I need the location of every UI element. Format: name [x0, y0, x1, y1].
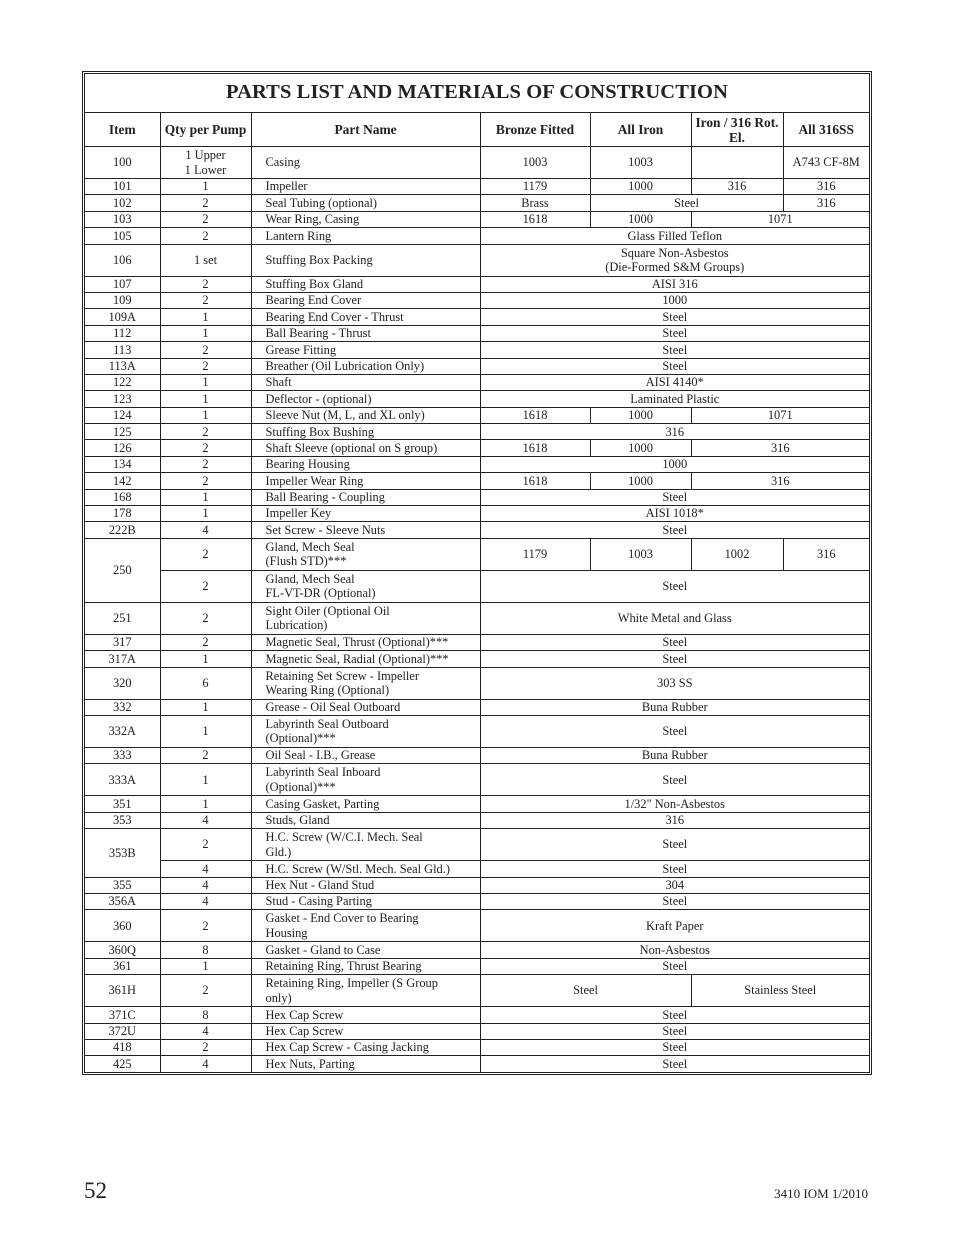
table-cell: 1002 [691, 538, 783, 570]
table-cell: 1000 [480, 456, 869, 472]
table-cell: Retaining Set Screw - Impeller Wearing Ring (Optional) [251, 667, 480, 699]
table-cell: 2 [160, 358, 251, 374]
table-cell: 2 [160, 424, 251, 440]
table-cell: Labyrinth Seal Inboard (Optional)*** [251, 764, 480, 796]
table-cell: Grease Fitting [251, 342, 480, 358]
table-cell: Steel [480, 893, 869, 909]
table-cell: Casing [251, 147, 480, 179]
table-cell: Stuffing Box Gland [251, 276, 480, 292]
table-cell: Stainless Steel [691, 975, 869, 1007]
table-cell: Steel [480, 325, 869, 341]
table-cell: 418 [85, 1039, 160, 1055]
table-cell: 8 [160, 1007, 251, 1023]
table-cell: Hex Nuts, Parting [251, 1056, 480, 1072]
table-cell: 142 [85, 473, 160, 489]
table-cell: 1 [160, 715, 251, 747]
table-cell: 425 [85, 1056, 160, 1072]
header-all-iron: All Iron [590, 113, 691, 147]
table-row [85, 276, 869, 292]
table-cell: 4 [160, 877, 251, 893]
table-cell: 2 [160, 342, 251, 358]
table-cell: 1003 [480, 147, 590, 179]
table-row [85, 407, 869, 423]
table-cell: 317 [85, 634, 160, 650]
table-cell: Brass [480, 195, 590, 211]
table-cell: Laminated Plastic [480, 391, 869, 407]
table-cell: Steel [480, 958, 869, 974]
table-cell: Hex Cap Screw - Casing Jacking [251, 1039, 480, 1055]
table-row [85, 942, 869, 958]
header-part-name: Part Name [251, 113, 480, 147]
table-cell: Ball Bearing - Coupling [251, 489, 480, 505]
table-cell: 2 [160, 276, 251, 292]
table-row [85, 829, 869, 861]
table-cell: Shaft [251, 374, 480, 390]
table-cell: Stuffing Box Bushing [251, 424, 480, 440]
table-cell: 2 [160, 634, 251, 650]
table-cell: Magnetic Seal, Radial (Optional)*** [251, 651, 480, 667]
table-cell: Steel [480, 651, 869, 667]
table-cell: 316 [691, 179, 783, 195]
table-cell: 316 [480, 812, 869, 828]
table-row [85, 325, 869, 341]
table-cell: Steel [480, 1056, 869, 1072]
table-cell: 356A [85, 893, 160, 909]
table-cell: Steel [480, 634, 869, 650]
table-cell: 360Q [85, 942, 160, 958]
table-cell: Steel [480, 861, 869, 877]
table-row [85, 440, 869, 456]
table-cell: 320 [85, 667, 160, 699]
table-cell: 6 [160, 667, 251, 699]
table-cell: 1000 [590, 211, 691, 227]
table-cell: 4 [160, 522, 251, 538]
table-cell: 1/32" Non-Asbestos [480, 796, 869, 812]
table-row [85, 292, 869, 308]
table-cell: 1003 [590, 538, 691, 570]
table-cell: 372U [85, 1023, 160, 1039]
table-cell: Sleeve Nut (M, L, and XL only) [251, 407, 480, 423]
table-cell: 1003 [590, 147, 691, 179]
table-cell: 1618 [480, 440, 590, 456]
table-cell: Stud - Casing Parting [251, 893, 480, 909]
table-cell: Steel [480, 570, 869, 602]
table-cell: Steel [590, 195, 783, 211]
table-row [85, 1007, 869, 1023]
table-row [85, 506, 869, 522]
table-cell: 122 [85, 374, 160, 390]
table-row [85, 958, 869, 974]
table-cell: 1 set [160, 244, 251, 276]
table-cell: Hex Cap Screw [251, 1023, 480, 1039]
table-cell: 168 [85, 489, 160, 505]
table-cell: Seal Tubing (optional) [251, 195, 480, 211]
table-row [85, 522, 869, 538]
table-body [85, 147, 869, 1072]
table-cell: 2 [160, 1039, 251, 1055]
table-row [85, 634, 869, 650]
table-cell: 333A [85, 764, 160, 796]
table-cell: 332 [85, 699, 160, 715]
table-cell: 1 Upper 1 Lower [160, 147, 251, 179]
table-row [85, 211, 869, 227]
table-cell: 101 [85, 179, 160, 195]
table-row [85, 179, 869, 195]
table-cell: 1 [160, 764, 251, 796]
table-row [85, 877, 869, 893]
table-cell: 178 [85, 506, 160, 522]
table-cell [691, 147, 783, 179]
table-cell: 1000 [590, 473, 691, 489]
table-cell: 360 [85, 910, 160, 942]
table-cell: Retaining Ring, Thrust Bearing [251, 958, 480, 974]
page-number: 52 [84, 1178, 107, 1203]
table-header [85, 113, 869, 147]
table-cell: Impeller [251, 179, 480, 195]
table-cell: Steel [480, 715, 869, 747]
table-cell: 2 [160, 456, 251, 472]
header-all-316ss: All 316SS [783, 113, 869, 147]
table-row [85, 342, 869, 358]
table-row [85, 358, 869, 374]
table-cell: Casing Gasket, Parting [251, 796, 480, 812]
table-cell: Studs, Gland [251, 812, 480, 828]
table-cell: Stuffing Box Packing [251, 244, 480, 276]
table-cell: Gasket - Gland to Case [251, 942, 480, 958]
table-row [85, 975, 869, 1007]
table-row [85, 747, 869, 763]
table-row [85, 538, 869, 570]
table-cell: Buna Rubber [480, 699, 869, 715]
table-cell: 361 [85, 958, 160, 974]
table-cell: Bearing Housing [251, 456, 480, 472]
table-row [85, 1056, 869, 1072]
header-iron-316: Iron / 316 Rot. El. [691, 113, 783, 147]
table-cell: 1 [160, 489, 251, 505]
table-cell: Sight Oiler (Optional Oil Lubrication) [251, 602, 480, 634]
table-cell: Glass Filled Teflon [480, 228, 869, 244]
table-cell: 1 [160, 506, 251, 522]
parts-list-frame [84, 73, 870, 1073]
table-cell: Steel [480, 342, 869, 358]
table-cell: 109A [85, 309, 160, 325]
table-cell: Impeller Wear Ring [251, 473, 480, 489]
table-cell: Bearing End Cover - Thrust [251, 309, 480, 325]
parts-table [85, 113, 869, 1072]
table-cell: 1618 [480, 473, 590, 489]
table-cell: Labyrinth Seal Outboard (Optional)*** [251, 715, 480, 747]
table-cell: 1000 [590, 179, 691, 195]
table-cell: 112 [85, 325, 160, 341]
table-cell: 351 [85, 796, 160, 812]
table-cell: Steel [480, 764, 869, 796]
table-cell: 2 [160, 829, 251, 861]
table-cell: Steel [480, 358, 869, 374]
table-cell: 2 [160, 473, 251, 489]
table-cell: 361H [85, 975, 160, 1007]
table-cell: 2 [160, 910, 251, 942]
table-cell: 316 [783, 195, 869, 211]
table-cell: 1 [160, 391, 251, 407]
table-row [85, 147, 869, 179]
table-row [85, 473, 869, 489]
table-cell: Square Non-Asbestos (Die-Formed S&M Groups) [480, 244, 869, 276]
table-cell: 1 [160, 325, 251, 341]
table-cell: Hex Cap Screw [251, 1007, 480, 1023]
document-footer: 3410 IOM 1/2010 [774, 1186, 868, 1201]
table-cell: AISI 4140* [480, 374, 869, 390]
table-cell: Non-Asbestos [480, 942, 869, 958]
table-cell: 1 [160, 958, 251, 974]
table-cell: 125 [85, 424, 160, 440]
table-row [85, 893, 869, 909]
table-cell: 4 [160, 1023, 251, 1039]
table-cell: 113 [85, 342, 160, 358]
table-cell: Breather (Oil Lubrication Only) [251, 358, 480, 374]
table-cell: Gland, Mech Seal FL-VT-DR (Optional) [251, 570, 480, 602]
table-cell: 316 [783, 179, 869, 195]
table-cell: 1179 [480, 538, 590, 570]
table-cell: 316 [783, 538, 869, 570]
table-cell: 4 [160, 893, 251, 909]
table-cell: 333 [85, 747, 160, 763]
table-cell: Deflector - (optional) [251, 391, 480, 407]
table-row [85, 861, 869, 877]
table-row [85, 667, 869, 699]
table-cell: Set Screw - Sleeve Nuts [251, 522, 480, 538]
table-cell: Steel [480, 1039, 869, 1055]
table-cell: 1071 [691, 211, 869, 227]
table-row [85, 910, 869, 942]
table-cell: 316 [691, 473, 869, 489]
table-cell: 124 [85, 407, 160, 423]
table-cell: 2 [160, 747, 251, 763]
table-cell: 1618 [480, 407, 590, 423]
table-cell: 304 [480, 877, 869, 893]
page-title: PARTS LIST AND MATERIALS OF CONSTRUCTION [85, 74, 869, 113]
table-cell: 2 [160, 570, 251, 602]
table-cell: 4 [160, 812, 251, 828]
table-cell: Ball Bearing - Thrust [251, 325, 480, 341]
table-cell: 1000 [590, 407, 691, 423]
table-cell: 106 [85, 244, 160, 276]
table-row [85, 570, 869, 602]
table-cell: 317A [85, 651, 160, 667]
table-row [85, 699, 869, 715]
table-cell: 2 [160, 440, 251, 456]
table-cell: 355 [85, 877, 160, 893]
table-cell: Lantern Ring [251, 228, 480, 244]
table-cell: 105 [85, 228, 160, 244]
table-cell: 1618 [480, 211, 590, 227]
table-row [85, 764, 869, 796]
table-cell: Steel [480, 489, 869, 505]
table-cell: 303 SS [480, 667, 869, 699]
table-cell: 107 [85, 276, 160, 292]
table-row [85, 456, 869, 472]
table-cell: Magnetic Seal, Thrust (Optional)*** [251, 634, 480, 650]
table-cell: 353 [85, 812, 160, 828]
table-cell: White Metal and Glass [480, 602, 869, 634]
table-cell: Steel [480, 522, 869, 538]
table-row [85, 391, 869, 407]
table-cell: 1 [160, 374, 251, 390]
table-row [85, 489, 869, 505]
table-cell: Retaining Ring, Impeller (S Group only) [251, 975, 480, 1007]
table-cell: 2 [160, 211, 251, 227]
table-cell: 1071 [691, 407, 869, 423]
table-cell: 126 [85, 440, 160, 456]
table-cell: AISI 316 [480, 276, 869, 292]
table-cell: 2 [160, 975, 251, 1007]
table-cell: 371C [85, 1007, 160, 1023]
table-cell: Steel [480, 309, 869, 325]
table-cell: 123 [85, 391, 160, 407]
table-cell: H.C. Screw (W/Stl. Mech. Seal Gld.) [251, 861, 480, 877]
table-cell: 109 [85, 292, 160, 308]
table-row [85, 715, 869, 747]
table-cell: 1 [160, 309, 251, 325]
table-cell: 4 [160, 1056, 251, 1072]
table-cell: Gland, Mech Seal (Flush STD)*** [251, 538, 480, 570]
table-cell: 250 [85, 538, 160, 602]
table-cell: 1 [160, 796, 251, 812]
table-cell: 2 [160, 195, 251, 211]
table-cell: 2 [160, 228, 251, 244]
table-cell: A743 CF-8M [783, 147, 869, 179]
table-cell: 332A [85, 715, 160, 747]
table-cell: Grease - Oil Seal Outboard [251, 699, 480, 715]
header-item: Item [85, 113, 160, 147]
table-cell: Bearing End Cover [251, 292, 480, 308]
table-cell: 103 [85, 211, 160, 227]
table-cell: Steel [480, 1007, 869, 1023]
table-cell: Gasket - End Cover to Bearing Housing [251, 910, 480, 942]
table-cell: 1 [160, 699, 251, 715]
table-cell: 316 [480, 424, 869, 440]
table-row [85, 602, 869, 634]
header-qty: Qty per Pump [160, 113, 251, 147]
table-row [85, 374, 869, 390]
table-cell: 316 [691, 440, 869, 456]
table-cell: 4 [160, 861, 251, 877]
table-row [85, 244, 869, 276]
table-row [85, 1023, 869, 1039]
table-cell: 1000 [480, 292, 869, 308]
table-row [85, 424, 869, 440]
table-row [85, 812, 869, 828]
table-row [85, 309, 869, 325]
table-cell: Steel [480, 1023, 869, 1039]
table-cell: H.C. Screw (W/C.I. Mech. Seal Gld.) [251, 829, 480, 861]
table-cell: Buna Rubber [480, 747, 869, 763]
table-cell: Kraft Paper [480, 910, 869, 942]
table-row [85, 1039, 869, 1055]
table-cell: Steel [480, 975, 691, 1007]
table-cell: 102 [85, 195, 160, 211]
table-cell: AISI 1018* [480, 506, 869, 522]
table-cell: Impeller Key [251, 506, 480, 522]
table-cell: 2 [160, 292, 251, 308]
table-cell: Wear Ring, Casing [251, 211, 480, 227]
table-cell: 1179 [480, 179, 590, 195]
table-cell: Shaft Sleeve (optional on S group) [251, 440, 480, 456]
table-cell: 1000 [590, 440, 691, 456]
table-cell: Steel [480, 829, 869, 861]
table-row [85, 228, 869, 244]
table-cell: 100 [85, 147, 160, 179]
table-cell: 353B [85, 829, 160, 877]
table-cell: 113A [85, 358, 160, 374]
table-row [85, 796, 869, 812]
header-bronze-fitted: Bronze Fitted [480, 113, 590, 147]
table-cell: 2 [160, 538, 251, 570]
table-cell: 251 [85, 602, 160, 634]
table-cell: Oil Seal - I.B., Grease [251, 747, 480, 763]
table-cell: Hex Nut - Gland Stud [251, 877, 480, 893]
table-row [85, 651, 869, 667]
table-cell: 222B [85, 522, 160, 538]
table-cell: 2 [160, 602, 251, 634]
table-cell: 1 [160, 179, 251, 195]
table-cell: 8 [160, 942, 251, 958]
table-cell: 1 [160, 651, 251, 667]
table-cell: 1 [160, 407, 251, 423]
table-cell: 134 [85, 456, 160, 472]
table-row [85, 195, 869, 211]
